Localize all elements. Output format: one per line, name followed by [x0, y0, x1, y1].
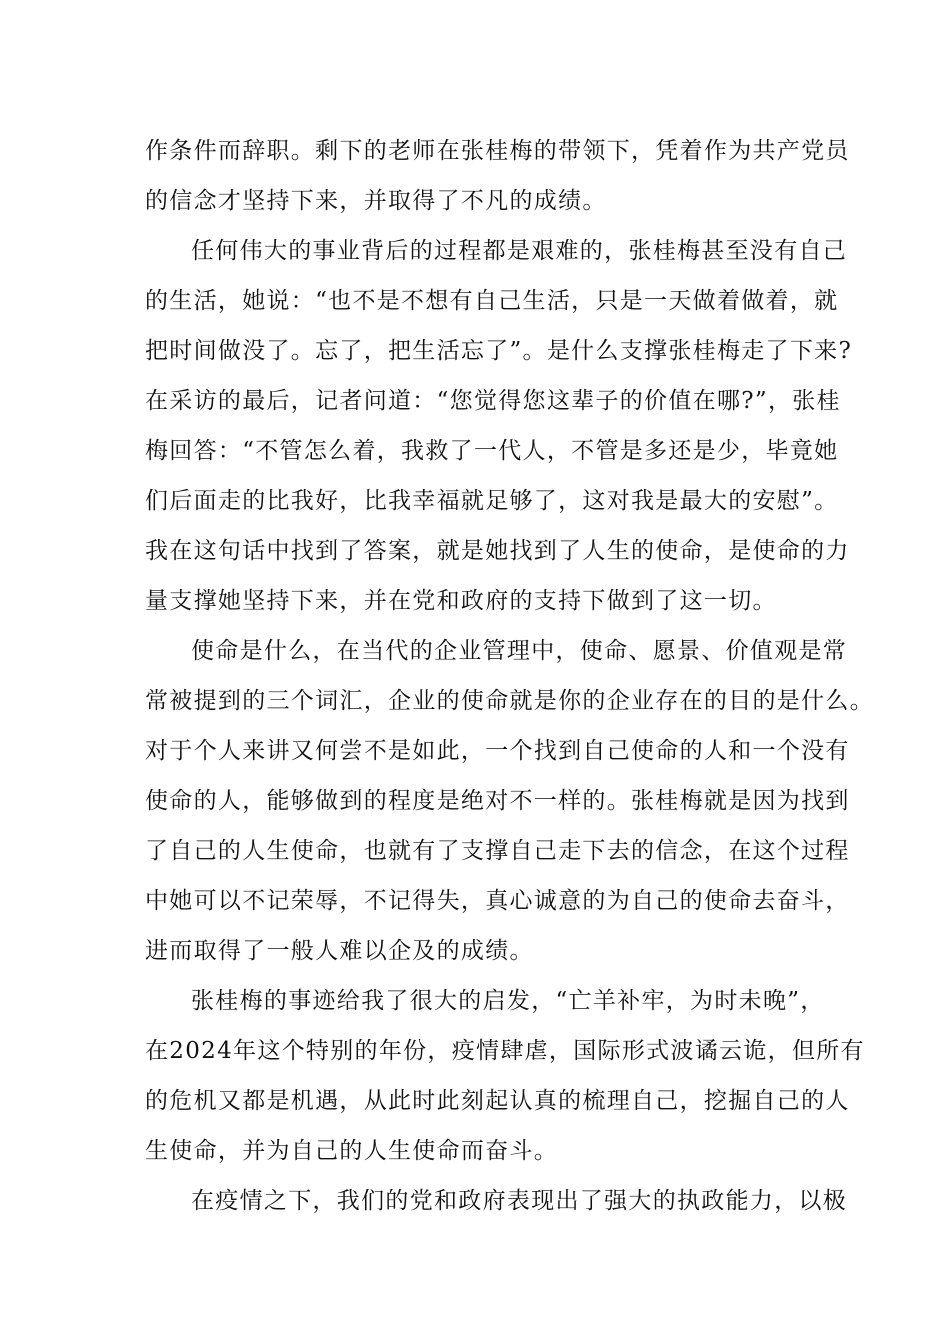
- paragraph-start-line: 张桂梅的事迹给我了很大的启发，“亡羊补牢，为时未晚”，: [191, 988, 825, 1014]
- text-line: 的信念才坚持下来，并取得了不凡的成绩。: [145, 188, 607, 214]
- text-line: 的危机又都是机遇，从此时此刻起认真的梳理自己，挖掘自己的人: [145, 1088, 850, 1114]
- text-line: 进而取得了一般人难以企及的成绩。: [145, 938, 534, 964]
- text-line: 在2024年这个特别的年份，疫情肆虐，国际形式波谲云诡，但所有: [145, 1038, 865, 1064]
- paragraph-start-line: 任何伟大的事业背后的过程都是艰难的，张桂梅甚至没有自己: [191, 238, 848, 264]
- text-line: 作条件而辞职。剩下的老师在张桂梅的带领下，凭着作为共产党员: [145, 138, 850, 164]
- text-line: 对于个人来讲又何尝不是如此，一个找到自己使命的人和一个没有: [145, 738, 850, 764]
- paragraph-start-line: 使命是什么，在当代的企业管理中，使命、愿景、价值观是常: [191, 638, 848, 664]
- text-line: 在采访的最后，记者问道：“您觉得您这辈子的价值在哪?”，张桂: [145, 388, 841, 414]
- paragraph-start-line: 在疫情之下，我们的党和政府表现出了强大的执政能力，以极: [191, 1188, 848, 1214]
- text-line: 们后面走的比我好，比我幸福就足够了，这对我是最大的安慰”。: [145, 488, 839, 514]
- text-line: 的生活，她说：“也不是不想有自己生活，只是一天做着做着，就: [145, 288, 839, 314]
- text-line: 了自己的人生使命，也就有了支撑自己走下去的信念，在这个过程: [145, 838, 850, 864]
- text-line: 使命的人，能够做到的程度是绝对不一样的。张桂梅就是因为找到: [145, 788, 850, 814]
- text-line: 中她可以不记荣辱，不记得失，真心诚意的为自己的使命去奋斗，: [145, 888, 850, 914]
- text-line: 我在这句话中找到了答案，就是她找到了人生的使命，是使命的力: [145, 538, 850, 564]
- text-line: 梅回答：“不管怎么着，我救了一代人，不管是多还是少，毕竟她: [145, 438, 839, 464]
- text-line: 把时间做没了。忘了，把生活忘了”。是什么支撑张桂梅走了下来?: [145, 338, 853, 364]
- text-line: 常被提到的三个词汇，企业的使命就是你的企业存在的目的是什么。: [145, 688, 874, 714]
- text-line: 生使命，并为自己的人生使命而奋斗。: [145, 1138, 559, 1164]
- text-line: 量支撑她坚持下来，并在党和政府的支持下做到了这一切。: [145, 588, 777, 614]
